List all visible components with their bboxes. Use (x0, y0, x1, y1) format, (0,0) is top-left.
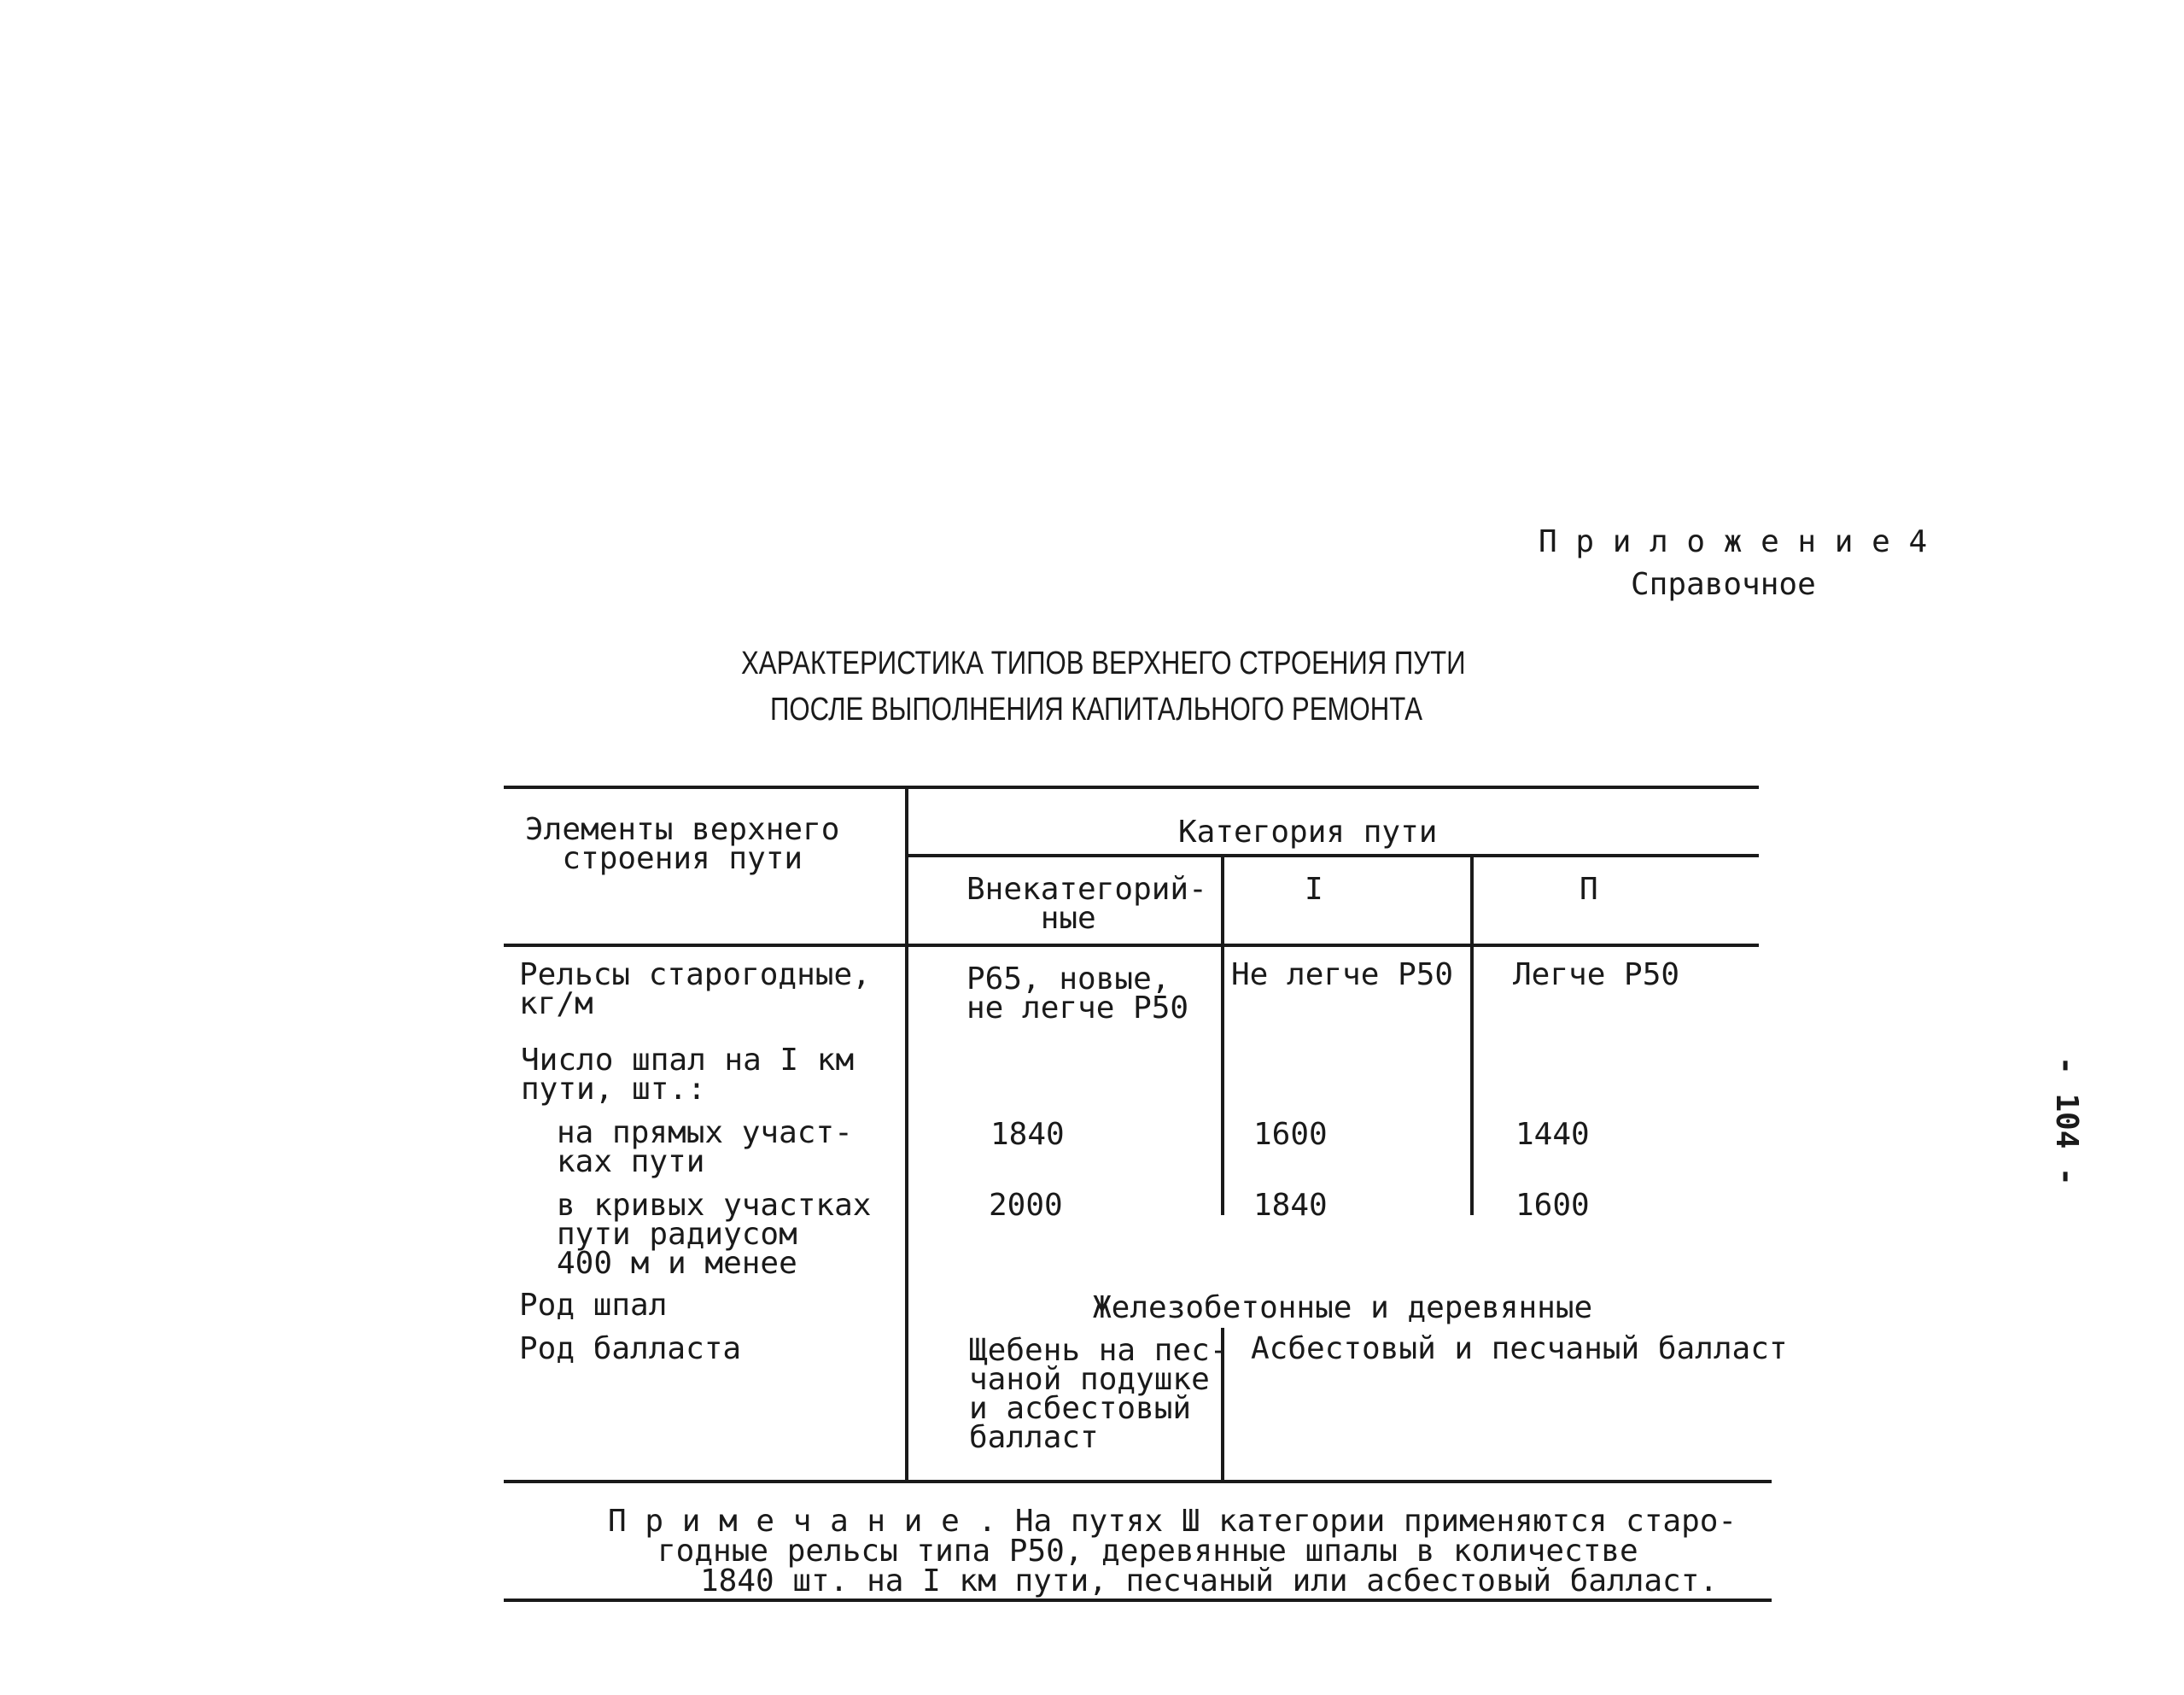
header-col-extra: Внекатегорий- ные (966, 872, 1207, 936)
header-col-1: I (1305, 872, 1323, 907)
note-line1 (608, 1504, 1737, 1539)
page-number: - 104 - (2049, 1056, 2084, 1186)
appendix-label: П р и л о ж е н и е 4 (1539, 524, 1928, 559)
header-col-2: П (1580, 872, 1598, 907)
header-category: Категория пути (1178, 815, 1438, 850)
row-straight-col1: 1600 (1253, 1117, 1328, 1152)
row-rails-col1: Не легче Р50 (1231, 957, 1454, 992)
note-lead: П р и м е ч а н и е . (608, 1504, 997, 1539)
row-ballast-col12: Асбестовый и песчаный балласт (1251, 1331, 1788, 1366)
row-rails-label: Рельсы старогодные, кг/м (519, 957, 871, 1021)
column-divider-3-head (1470, 854, 1474, 944)
document-title-line1: ХАРАКТЕРИСТИКА ТИПОВ ВЕРХНЕГО СТРОЕНИЯ ПУТИ (741, 646, 1466, 681)
row-curves-extra: 2000 (989, 1188, 1063, 1223)
row-straight-col2: 1440 (1515, 1117, 1590, 1152)
column-divider-2-head (1221, 854, 1224, 944)
note-line2: годные рельсы типа Р50, деревянные шпалы в количестве (657, 1534, 1638, 1569)
row-rails-extra: Р65, новые, не легче Р50 (966, 961, 1189, 1026)
row-curves-col2: 1600 (1515, 1188, 1590, 1223)
note-text1: На путях Ш категории применяются старо- (996, 1504, 1737, 1539)
note-line3: 1840 шт. на I км пути, песчаный или асбестовый балласт. (700, 1563, 1719, 1599)
category-divider-rule (905, 854, 1759, 857)
document-title-line2: ПОСЛЕ ВЫПОЛНЕНИЯ КАПИТАЛЬНОГО РЕМОНТА (770, 692, 1422, 728)
column-divider-3-body (1470, 944, 1474, 1215)
header-bottom-rule (504, 944, 1759, 947)
row-straight-label: на прямых участ- ках пути (557, 1115, 853, 1179)
column-divider-1 (905, 786, 908, 1482)
row-curves-col1: 1840 (1253, 1188, 1328, 1223)
row-ballast-label: Род балласта (519, 1331, 742, 1366)
table-bottom-rule (504, 1480, 1772, 1483)
header-elements: Элементы верхнего строения пути (525, 812, 840, 876)
row-ballast-extra: Щебень на пес- чаной подушке и асбестовый балласт (969, 1333, 1229, 1455)
table-top-rule (504, 786, 1759, 789)
row-sleepers-count-label: Число шпал на I км пути, шт.: (521, 1043, 855, 1107)
column-divider-2-body (1221, 944, 1224, 1215)
note-bottom-rule (504, 1599, 1772, 1602)
row-curves-label: в кривых участках пути радиусом 400 м и менее (557, 1188, 872, 1281)
row-sleeper-type-value: Железобетонные и деревянные (1093, 1290, 1593, 1325)
reference-label: Справочное (1631, 567, 1816, 602)
row-sleeper-type-label: Род шпал (519, 1288, 668, 1323)
row-straight-extra: 1840 (990, 1117, 1065, 1152)
row-rails-col2: Легче Р50 (1513, 957, 1680, 992)
